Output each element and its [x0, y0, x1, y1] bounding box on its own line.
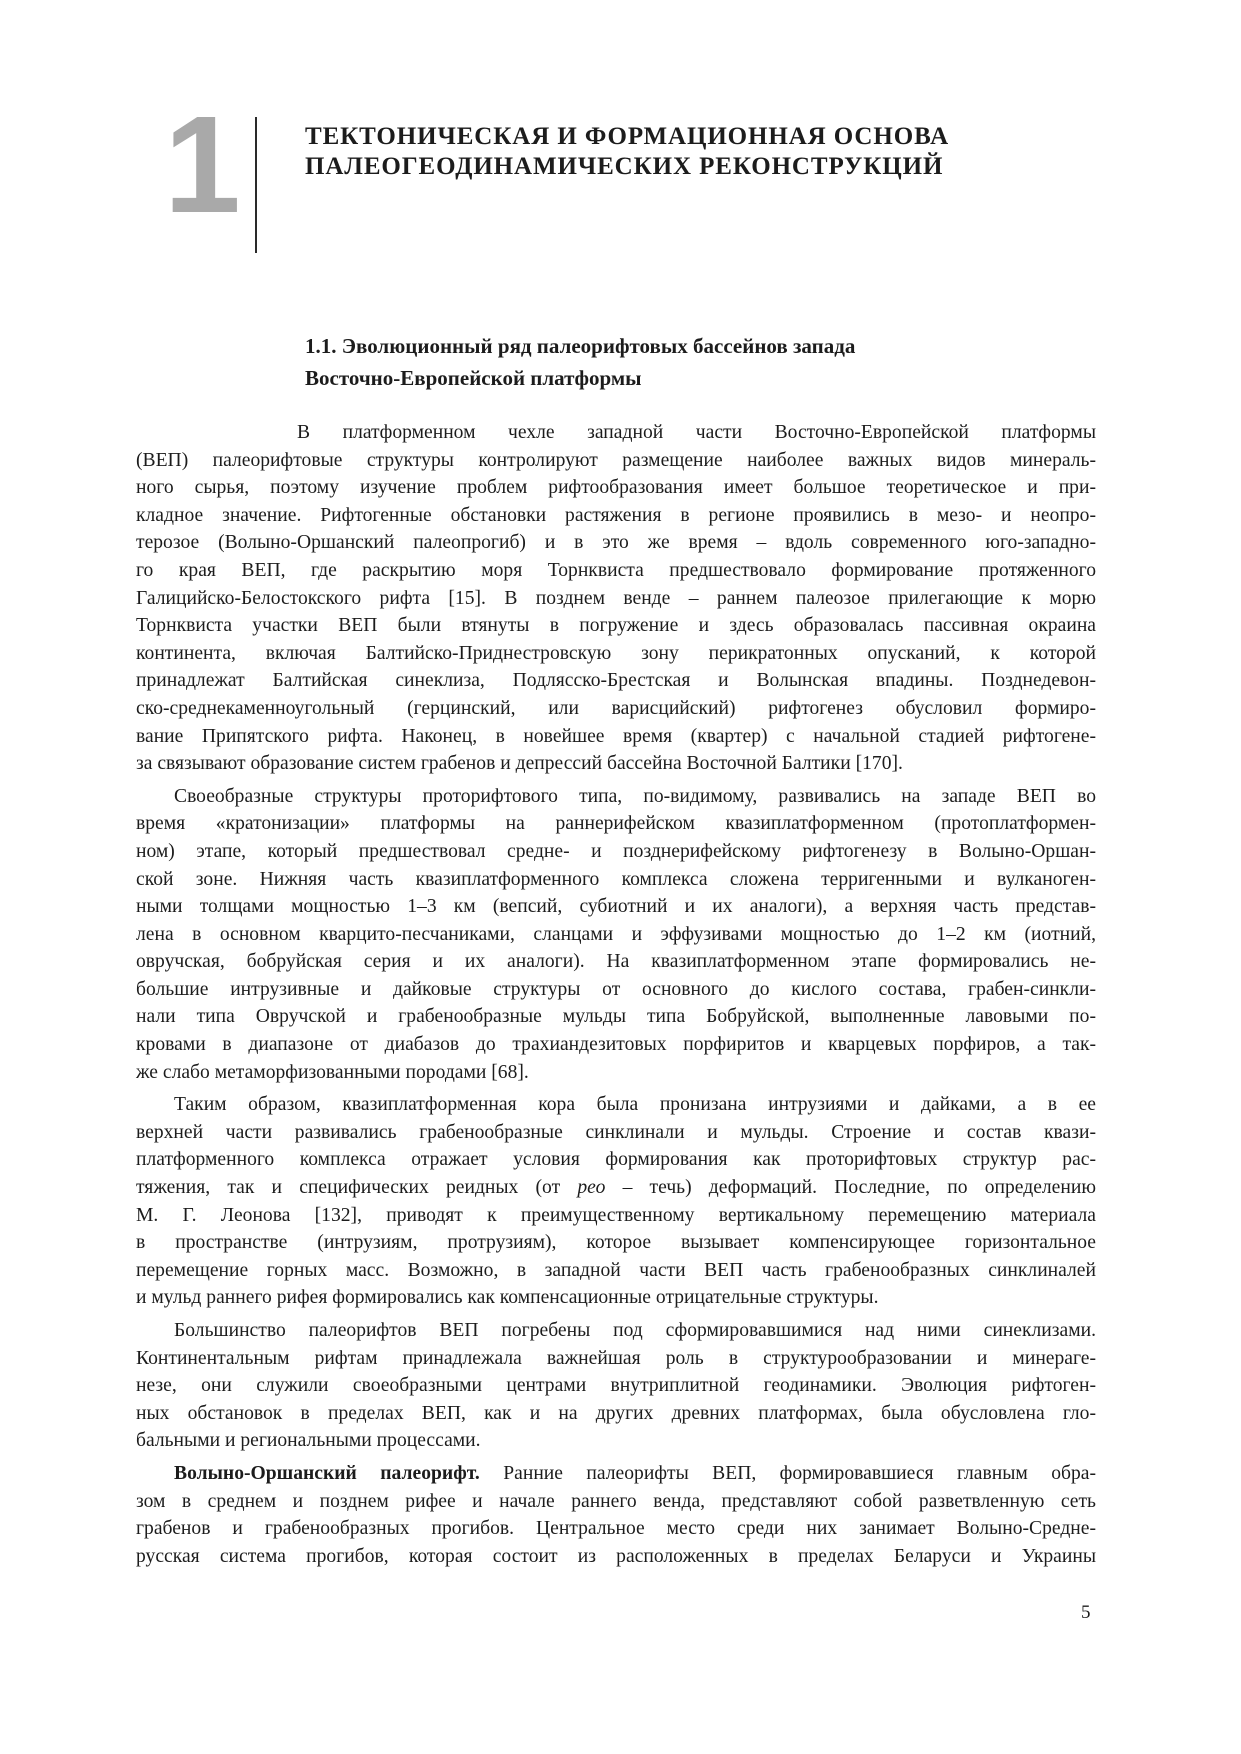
section-heading	[305, 330, 855, 394]
text-line: кладное значение. Рифтогенные обстановки растяжения в регионе проявились в мезо- и неопро-	[136, 504, 1096, 526]
text-line: перемещение горных масс. Возможно, в западной части ВЕП часть грабенообразных синклиналей	[136, 1259, 1096, 1281]
text-line: Торнквиста участки ВЕП были втянуты в погружение и здесь образовалась пассивная окраина	[136, 615, 1096, 637]
text-line: незе, они служили своеобразными центрами внутриплитной геодинамики. Эволюция рифтоген-	[136, 1375, 1096, 1397]
text-line: Континентальным рифтам принадлежала важнейшая роль в структурообразовании и минераге-	[136, 1347, 1096, 1369]
text-line: верхней части развивались грабенообразные синклинали и мульды. Строение и состав квази-	[136, 1121, 1096, 1143]
text-line: время «кратонизации» платформы на раннерифейском квазиплатформенном (протоплатформен-	[136, 813, 1096, 835]
paragraph	[136, 419, 1096, 778]
chapter-number: 1	[164, 88, 241, 242]
text-line: большие интрузивные и дайковые структуры от основного до кислого состава, грабен-синкли-	[136, 978, 1096, 1000]
body-text	[136, 419, 1096, 1575]
text-line: платформенного комплекса отражает условия формирования как проторифтовых структур рас-	[136, 1149, 1096, 1171]
run-in-heading: Волыно-Оршанский палеорифт.	[174, 1462, 480, 1484]
text-line: ного сырья, поэтому изучение проблем рифтообразования имеет большое теоретическое и при-	[136, 477, 1096, 499]
text-line: овручская, бобруйская серия и их аналоги). На квазиплатформенном этапе формировались не-	[136, 951, 1096, 973]
text-run: тяжения, так и специфических реидных (от	[136, 1177, 578, 1199]
text-line: за связывают образование систем грабенов и депрессий бассейна Восточной Балтики [170].	[136, 753, 903, 775]
section-heading-line: 1.1. Эволюционный ряд палеорифтовых бассейнов запада	[305, 334, 856, 358]
text-line: терозое (Волыно-Оршанский палеопрогиб) и в это же время – вдоль современного юго-западно-	[136, 532, 1096, 554]
text-line: и мульд раннего рифея формировались как компенсационные отрицательные структуры.	[136, 1287, 879, 1309]
chapter-divider	[255, 117, 257, 253]
text-line: Большинство палеорифтов ВЕП погребены под сформировавшимися над ними синеклизами.	[174, 1320, 1096, 1341]
text-line: кровами в диапазоне от диабазов до трахиандезитовых порфиритов и кварцевых порфиров, а так-	[136, 1034, 1096, 1056]
paragraph	[136, 783, 1096, 1087]
italic-term: рео	[577, 1177, 606, 1199]
text-line: же слабо метаморфизованными породами [68].	[136, 1061, 529, 1083]
text-run: Ранние палеорифты ВЕП, формировавшиеся главным обра-	[479, 1462, 1096, 1484]
text-line: нали типа Овручской и грабенообразные мульды типа Бобруйской, выполненные лавовыми по-	[136, 1006, 1096, 1028]
text-line: ными толщами мощностью 1–3 км (вепсий, субиотний и их аналоги), а верхняя часть представ-	[136, 896, 1096, 918]
chapter-title	[305, 122, 949, 182]
chapter-title-line: ПАЛЕОГЕОДИНАМИЧЕСКИХ РЕКОНСТРУКЦИЙ	[305, 153, 944, 180]
text-line	[136, 1460, 1096, 1488]
text-line	[136, 1174, 1096, 1202]
page-number: 5	[1081, 1602, 1091, 1623]
text-line: лена в основном кварцито-песчаниками, сланцами и эффузивами мощностью до 1–2 км (иотний,	[136, 923, 1096, 945]
text-line: В платформенном чехле западной части Восточно-Европейской платформы	[297, 422, 1096, 443]
text-line: Таким образом, квазиплатформенная кора была пронизана интрузиями и дайками, а в ее	[174, 1094, 1096, 1116]
text-line: грабенов и грабенообразных прогибов. Центральное место среди них занимает Волыно-Средне-	[136, 1518, 1096, 1540]
text-line: русская система прогибов, которая состоит из расположенных в пределах Беларуси и Украины	[136, 1545, 1096, 1567]
paragraph	[136, 1091, 1096, 1312]
text-line: М. Г. Леонова [132], приводят к преимущественному вертикальному перемещению материала	[136, 1204, 1096, 1226]
paragraph	[136, 1317, 1096, 1455]
text-line: ных обстановок в пределах ВЕП, как и на других древних платформах, была обусловлена гло-	[136, 1402, 1096, 1424]
chapter-title-line: ТЕКТОНИЧЕСКАЯ И ФОРМАЦИОННАЯ ОСНОВА	[305, 123, 950, 150]
text-line: бальными и региональными процессами.	[136, 1430, 481, 1452]
text-line: ном) этапе, который предшествовал средне- и позднерифейскому рифтогенезу в Волыно-Оршан-	[136, 840, 1096, 862]
text-line: (ВЕП) палеорифтовые структуры контролируют размещение наиболее важных видов минераль-	[136, 449, 1096, 471]
text-line: ской зоне. Нижняя часть квазиплатформенного комплекса сложена терригенными и вулканоген-	[136, 868, 1096, 890]
text-line: ско-среднекаменноугольный (герцинский, или варисцийский) рифтогенез обусловил формиро-	[136, 697, 1096, 719]
text-line: континента, включая Балтийско-Приднестровскую зону перикратонных опусканий, к которой	[136, 642, 1096, 664]
text-line: го края ВЕП, где раскрытию моря Торнквиста предшествовало формирование протяженного	[136, 559, 1096, 581]
text-line: вание Припятского рифта. Наконец, в новейшее время (квартер) с начальной стадией рифтогене-	[136, 725, 1096, 747]
text-line: зом в среднем и позднем рифее и начале раннего венда, представляют собой разветвленную сеть	[136, 1490, 1096, 1512]
text-line: в пространстве (интрузиям, протрузиям), которое вызывает компенсирующее горизонтальное	[136, 1232, 1096, 1254]
section-heading-line: Восточно-Европейской платформы	[305, 366, 642, 390]
text-run: – течь) деформаций. Последние, по определению	[605, 1177, 1096, 1199]
text-line: Своеобразные структуры проторифтового типа, по-видимому, развивались на западе ВЕП во	[174, 785, 1096, 807]
text-line: Галицийско-Белостокского рифта [15]. В позднем венде – раннем палеозое прилегающие к морю	[136, 587, 1096, 609]
paragraph	[136, 1460, 1096, 1570]
text-line: принадлежат Балтийская синеклиза, Подлясско-Брестская и Волынская впадины. Позднедевон-	[136, 670, 1096, 692]
